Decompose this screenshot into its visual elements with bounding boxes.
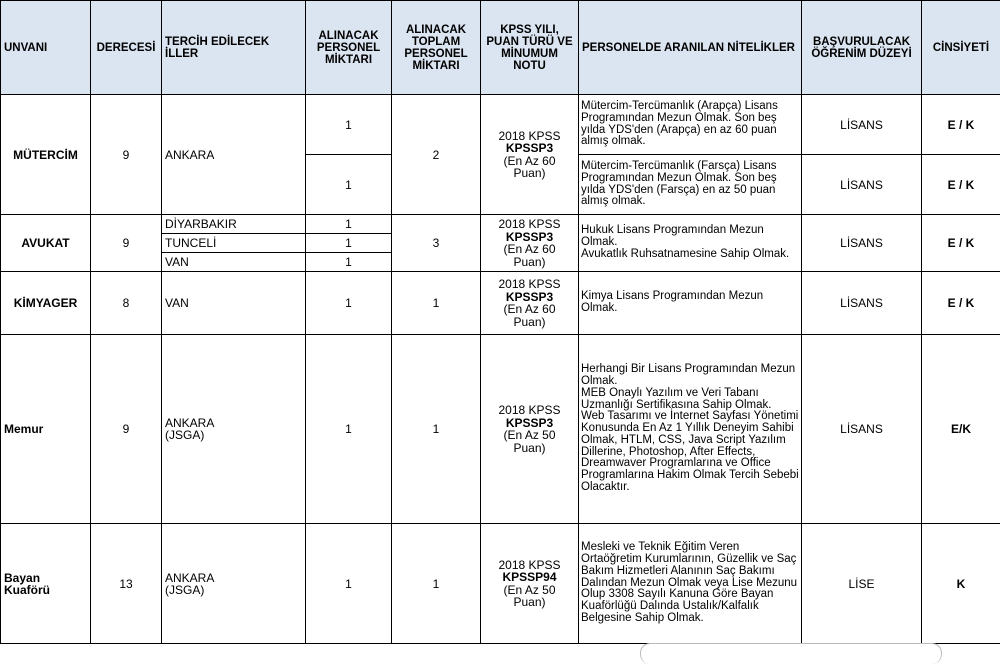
cell-miktar: 1 [306,524,392,644]
cell-cinsiyet: E/K [922,335,1000,524]
cell-toplam: 2 [392,95,481,215]
cell-derece: 13 [91,524,162,644]
kpss-min: (En Az 60 Puan) [484,303,575,328]
kpss-min: (En Az 60 Puan) [484,155,575,180]
cell-cinsiyet: K [922,524,1000,644]
cell-kpss [481,215,579,272]
cell-cinsiyet: E / K [922,272,1000,335]
cell-cinsiyet: E / K [922,95,1000,155]
table-row [1,215,1000,234]
cell-il: TUNCELİ [162,234,306,253]
cell-miktar: 1 [306,95,392,155]
header-kpss: KPSS YILI, PUAN TÜRÜ VE MİNUMUM NOTU [481,1,579,95]
kpss-type: KPSSP94 [484,571,575,584]
table-row [1,524,1000,644]
kpss-min: (En Az 50 Puan) [484,584,575,609]
cell-toplam: 1 [392,335,481,524]
kpss-year: 2018 KPSS [484,278,575,291]
kpss-year: 2018 KPSS [484,130,575,143]
header-alinacak: ALINACAK PERSONEL MİKTARI [306,1,392,95]
cell-cinsiyet: E / K [922,155,1000,215]
cell-nitelik: Mütercim-Tercümanlık (Arapça) Lisans Programından Mezun Olmak. Son beş yılda YDS'den (Arapça) en az 60 puan almış olmak. [579,95,802,155]
cell-miktar: 1 [306,215,392,234]
cell-kpss [481,272,579,335]
cell-miktar: 1 [306,253,392,272]
header-cinsiyet: CİNSİYETİ [922,1,1000,95]
kpss-type: KPSSP3 [484,417,575,430]
header-toplam: ALINACAK TOPLAM PERSONEL MİKTARI [392,1,481,95]
cell-il: DİYARBAKIR [162,215,306,234]
cell-derece: 8 [91,272,162,335]
cell-kpss [481,335,579,524]
header-row [1,1,1000,95]
cell-ogrenim: LİSE [802,524,922,644]
cell-miktar: 1 [306,335,392,524]
cell-unvan: Bayan Kuaförü [1,524,91,644]
cell-nitelik: Mesleki ve Teknik Eğitim Veren Ortaöğretim Kurumlarının, Güzellik ve Saç Bakım Hizmetleri Alanının Saç Bakımı Dalından Mezun Olmak veya Lise Mezunu Olup 3308 Sayılı Kanuna Göre Bayan Kuaförlüğü Dalında Ustalık/Kalfalık Belgesine Sahip Olmak. [579,524,802,644]
cell-derece: 9 [91,335,162,524]
cell-ogrenim: LİSANS [802,272,922,335]
cell-nitelik: Hukuk Lisans Programından Mezun Olmak. Avukatlık Ruhsatnamesine Sahip Olmak. [579,215,802,272]
cell-kpss [481,524,579,644]
cell-cinsiyet: E / K [922,215,1000,272]
header-derece: DERECESİ [91,1,162,95]
cell-toplam: 3 [392,215,481,272]
table-row [1,272,1000,335]
cell-il: ANKARA [162,95,306,215]
table-row [1,335,1000,524]
cell-derece: 9 [91,95,162,215]
cell-miktar: 1 [306,155,392,215]
kpss-type: KPSSP3 [484,142,575,155]
cell-toplam: 1 [392,524,481,644]
kpss-type: KPSSP3 [484,291,575,304]
header-nitelik: PERSONELDE ARANILAN NİTELİKLER [579,1,802,95]
cell-derece: 9 [91,215,162,272]
kpss-min: (En Az 50 Puan) [484,429,575,454]
header-iller: TERCİH EDİLECEK İLLER [162,1,306,95]
kpss-min: (En Az 60 Puan) [484,243,575,268]
cell-kpss [481,95,579,215]
decorative-arc [640,643,942,664]
cell-ogrenim: LİSANS [802,215,922,272]
cell-ogrenim: LİSANS [802,95,922,155]
table-row [1,95,1000,155]
kpss-type: KPSSP3 [484,231,575,244]
cell-ogrenim: LİSANS [802,155,922,215]
kpss-year: 2018 KPSS [484,559,575,572]
cell-miktar: 1 [306,272,392,335]
header-unvan: UNVANI [1,1,91,95]
cell-nitelik: Kimya Lisans Programından Mezun Olmak. [579,272,802,335]
cell-ogrenim: LİSANS [802,335,922,524]
kpss-year: 2018 KPSS [484,404,575,417]
cell-nitelik: Herhangi Bir Lisans Programından Mezun Olmak. MEB Onaylı Yazılım ve Veri Tabanı Uzmanlığı Sertifikasına Sahip Olmak. Web Tasarımı ve İnternet Sayfası Yönetimi Konusunda En Az 1 Yıllık Deneyim Sahibi Olmak, HTLM, CSS, Java Script Yazılım Dillerine, Photoshop, After Effects, Dreamwaver Programlarına ve Office Programlarına Hakim Olmak Tercih Sebebi Olacaktır. [579,335,802,524]
cell-unvan: AVUKAT [1,215,91,272]
cell-il: ANKARA (JSGA) [162,524,306,644]
cell-unvan: Memur [1,335,91,524]
kpss-year: 2018 KPSS [484,218,575,231]
cell-il: ANKARA (JSGA) [162,335,306,524]
cell-miktar: 1 [306,234,392,253]
cell-unvan: MÜTERCİM [1,95,91,215]
cell-il: VAN [162,253,306,272]
cell-nitelik: Mütercim-Tercümanlık (Farsça) Lisans Programından Mezun Olmak. Son beş yılda YDS'den (Farsça) en az 50 puan almış olmak. [579,155,802,215]
cell-unvan: KİMYAGER [1,272,91,335]
cell-toplam: 1 [392,272,481,335]
header-ogrenim: BAŞVURULACAK ÖĞRENİM DÜZEYİ [802,1,922,95]
cell-il: VAN [162,272,306,335]
